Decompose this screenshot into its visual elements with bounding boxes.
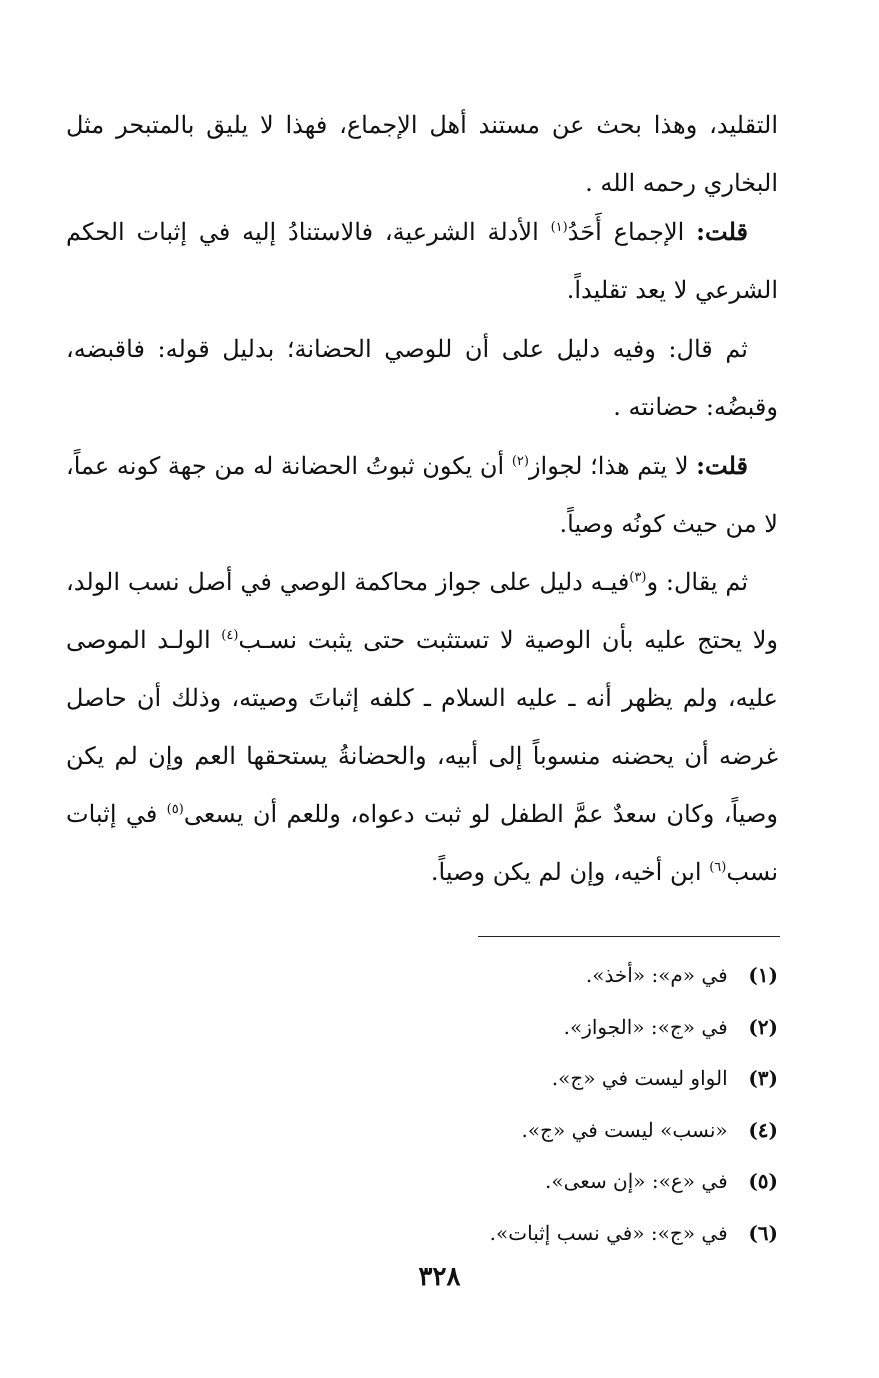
main-text-2 bbox=[66, 203, 778, 319]
paragraph-text: فيـه دليل على جواز محاكمة الوصي في أصل نسب الولد، ولا يحتج عليه بأن الوصية لا تستثبت حتى يثبت نسـب bbox=[66, 568, 778, 654]
footnote-marker: (٦) bbox=[709, 860, 727, 875]
footnote-text: في «ع»: «إن سعى». bbox=[545, 1169, 728, 1193]
paragraph-text: ابن أخيه، وإن لم يكن وصياً. bbox=[430, 858, 710, 886]
paragraph-text: أن يكون ثبوتُ الحضانة له من جهة كونه عماً، لا من حيث كونُه وصياً. bbox=[66, 452, 778, 538]
footnote-marker: (٥) bbox=[166, 802, 184, 817]
footnote-text: في «ج»: «الجواز». bbox=[563, 1014, 728, 1039]
footnote-text: الواو ليست في «ج». bbox=[551, 1066, 728, 1090]
main-text-3 bbox=[66, 320, 778, 436]
footnote-text: في «ج»: «في نسب إثبات». bbox=[489, 1220, 728, 1245]
footnote-text: «نسب» ليست في «ج». bbox=[521, 1117, 728, 1142]
page-number: ٣٢٨ bbox=[418, 1262, 461, 1292]
footnote-marker: (١) bbox=[550, 220, 568, 235]
footnote-number: (١) bbox=[748, 963, 778, 987]
main-text-4 bbox=[66, 437, 778, 553]
paragraph-1 bbox=[66, 96, 778, 212]
paragraph-lead-word: قلت: bbox=[696, 217, 748, 246]
paragraph-text: الإجماع أَحَدُ bbox=[567, 218, 697, 246]
footnote-item bbox=[300, 1156, 778, 1208]
footnote-number: (٥) bbox=[748, 1169, 778, 1193]
footnote-item bbox=[300, 1002, 778, 1054]
paragraph-3 bbox=[66, 320, 778, 436]
footnote-marker: (٤) bbox=[221, 628, 239, 643]
footnote-text: في «م»: «أخذ». bbox=[585, 963, 728, 987]
main-text bbox=[66, 96, 778, 212]
paragraph-5 bbox=[66, 553, 778, 901]
footnote-marker: (٣) bbox=[629, 570, 647, 585]
paragraph-text: ثم يقال: و bbox=[646, 568, 749, 596]
footnote-number: (٢) bbox=[748, 1014, 778, 1039]
footnote-number: (٤) bbox=[748, 1117, 778, 1142]
footnote-number: (٣) bbox=[748, 1066, 778, 1090]
footnote-item bbox=[300, 1053, 778, 1105]
footnote-item bbox=[300, 1105, 778, 1157]
footnotes-list bbox=[300, 950, 778, 1259]
footnote-item bbox=[300, 950, 778, 1002]
paragraph-4 bbox=[66, 437, 778, 553]
paragraph-2 bbox=[66, 203, 778, 319]
paragraph-text: في إثبات نسب bbox=[66, 800, 778, 886]
paragraph-text: ثم قال: وفيه دليل على أن للوصي الحضانة؛ بدليل قوله: فاقبضه، وقبضُه: حضانته . bbox=[66, 335, 778, 421]
footnote-number: (٦) bbox=[748, 1220, 778, 1245]
footnote-marker: (٢) bbox=[511, 454, 529, 469]
paragraph-lead-word: قلت: bbox=[696, 451, 748, 480]
paragraph-text: الأدلة الشرعية، فالاستنادُ إليه في إثبات الحكم الشرعي لا يعد تقليداً. bbox=[66, 218, 778, 304]
footnote-separator bbox=[478, 936, 780, 937]
paragraph-text: الولـد الموصى عليه، ولم يظهر أنه ـ عليه السلام ـ كلفه إثباتَ وصيته، وذلك أن حاصل غرضه أن يحضنه منسوباً إلى أبيه، والحضانةُ يستحقها العم وإن لم يكن وصياً، وكان سعدٌ عمَّ الطفل لو ثبت دعواه، وللعم أن يسعى bbox=[66, 626, 779, 828]
paragraph-text: التقليد، وهذا بحث عن مستند أهل الإجماع، فهذا لا يليق بالمتبحر مثل البخاري رحمه الله . bbox=[66, 111, 778, 197]
paragraph-text: لا يتم هذا؛ لجواز bbox=[528, 452, 697, 480]
main-text-5 bbox=[66, 553, 778, 901]
footnote-item bbox=[300, 1208, 778, 1260]
